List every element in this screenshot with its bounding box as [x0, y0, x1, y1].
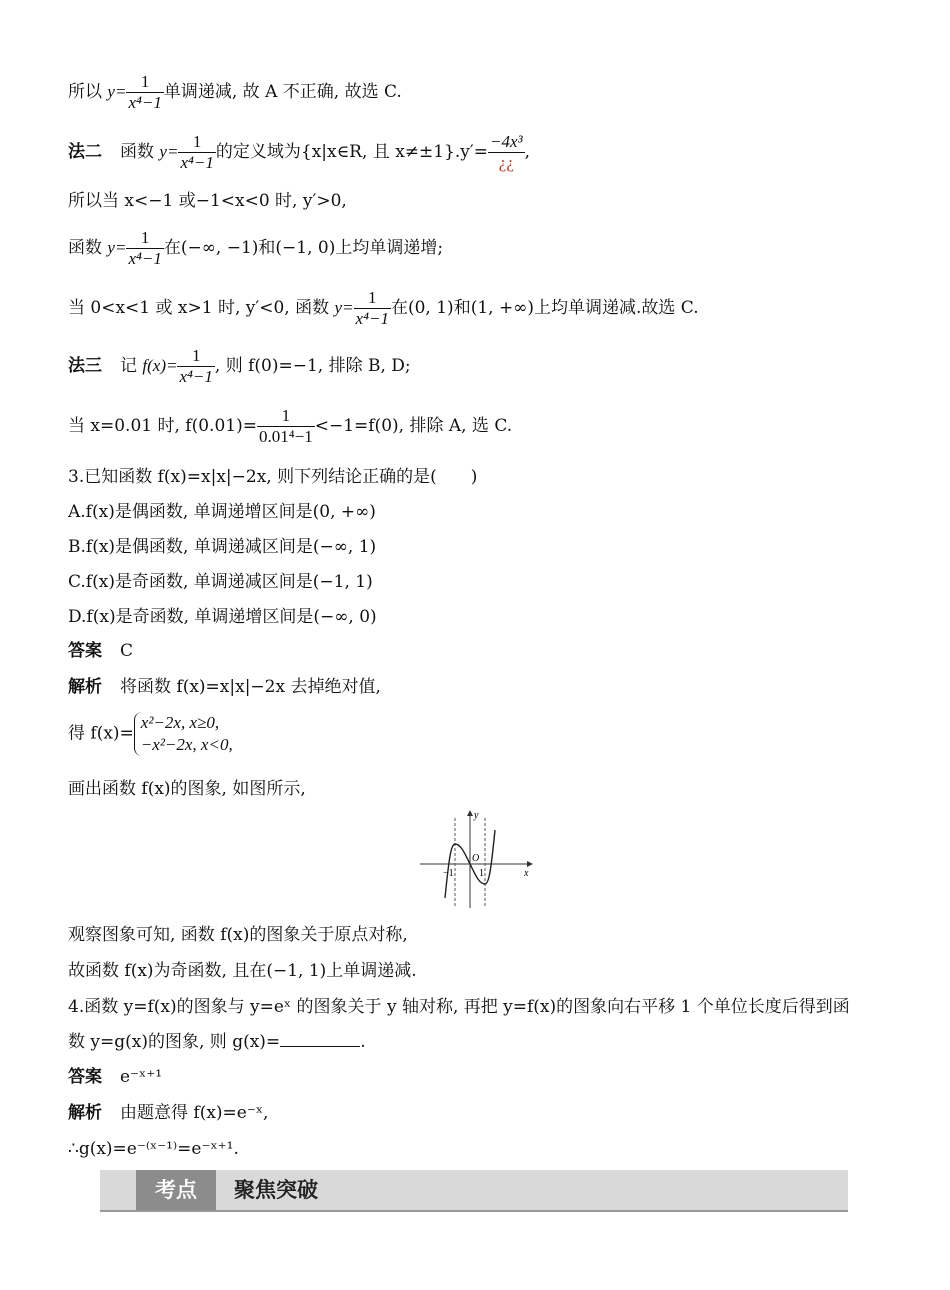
answer-value: C [120, 641, 134, 661]
frac-den: x⁴−1 [355, 309, 389, 328]
text: 当 0<x<1 或 x>1 时, y′<0, 函数 [68, 298, 335, 318]
text: 记 [120, 356, 143, 376]
fraction [177, 346, 214, 387]
option-c: C.f(x)是奇函数, 单调递减区间是(−1, 1) [68, 572, 373, 592]
math-y: y= [334, 298, 354, 317]
text: 当 x=0.01 时, f(0.01)= [68, 416, 257, 436]
analysis-tag: 解析 [68, 1103, 102, 1123]
answer-3 [68, 640, 133, 662]
observe-2: 故函数 f(x)为奇函数, 且在(−1, 1)上单调递减. [68, 961, 417, 981]
frac-den: x⁴−1 [179, 367, 213, 386]
option-b: B.f(x)是偶函数, 单调递减区间是(−∞, 1) [68, 537, 377, 557]
line-method3 [68, 346, 411, 387]
method-tag: 法二 [68, 142, 102, 162]
text: 将函数 f(x)=x|x|−2x 去掉绝对值, [120, 677, 381, 697]
banner-left: 考点 [136, 1170, 216, 1210]
math-y: y= [159, 142, 179, 161]
tick-pos1: 1 [479, 868, 484, 879]
answer-4 [68, 1066, 162, 1088]
section-banner [100, 1170, 848, 1212]
piecewise-line [68, 712, 233, 756]
frac-num: −4x³ [490, 132, 523, 151]
analysis-4b: ∴g(x)=e⁻⁽ˣ⁻¹⁾=e⁻ˣ⁺¹. [68, 1139, 239, 1159]
text: . [360, 1032, 366, 1052]
frac-den: 0.01⁴−1 [258, 427, 313, 446]
frac-num: 1 [354, 288, 391, 309]
origin-label: O [472, 853, 480, 864]
frac-num: 1 [178, 132, 215, 153]
text: , 则 f(0)=−1, 排除 B, D; [214, 356, 411, 376]
analysis-3 [68, 676, 381, 698]
fraction [126, 228, 163, 269]
math-y: y= [107, 238, 127, 257]
frac-num: 1 [126, 228, 163, 249]
frac-num: 1 [257, 406, 315, 427]
draw-line: 画出函数 f(x)的图象, 如图所示, [68, 779, 306, 799]
frac-den: x⁴−1 [180, 153, 214, 172]
text: 单调递减, 故 A 不正确, 故选 C. [163, 82, 402, 102]
y-label: y [474, 810, 479, 821]
x-arrow-icon [527, 861, 533, 867]
line-3: 所以当 x<−1 或−1<x<0 时, y′>0, [68, 191, 347, 211]
piece-1: x²−2x, x≥0, [140, 713, 220, 732]
frac-num: 1 [177, 346, 214, 367]
text: <−1=f(0), 排除 A, 选 C. [314, 416, 513, 436]
text: 函数 [120, 142, 160, 162]
tick-neg1: −1 [443, 868, 454, 879]
text: 所以 [68, 82, 108, 102]
y-arrow-icon [467, 810, 473, 816]
analysis-4 [68, 1102, 268, 1124]
question-4a: 4.函数 y=f(x)的图象与 y=eˣ 的图象关于 y 轴对称, 再把 y=f(x)的图象向右平移 1 个单位长度后得到函 [68, 997, 850, 1017]
answer-tag: 答案 [68, 641, 102, 661]
line-1 [68, 72, 402, 113]
frac-den: x⁴−1 [128, 249, 162, 268]
line-7 [68, 406, 512, 447]
fraction [354, 288, 391, 329]
math-y: y= [107, 82, 127, 101]
question-3: 3.已知函数 f(x)=x|x|−2x, 则下列结论正确的是( ) [68, 467, 478, 487]
banner-title: 聚焦突破 [234, 1178, 318, 1202]
function-graph [415, 808, 535, 912]
answer-tag: 答案 [68, 1067, 102, 1087]
frac-den: ¿¿ [498, 153, 514, 172]
answer-value: e⁻ˣ⁺¹ [120, 1067, 163, 1087]
frac-den: x⁴−1 [128, 93, 162, 112]
observe-1: 观察图象可知, 函数 f(x)的图象关于原点对称, [68, 925, 408, 945]
piecewise-brace [134, 712, 233, 756]
method-tag: 法三 [68, 356, 102, 376]
x-label: x [524, 868, 529, 879]
text: 数 y=g(x)的图象, 则 g(x)= [68, 1032, 281, 1052]
fraction [488, 132, 525, 173]
option-d: D.f(x)是奇函数, 单调递增区间是(−∞, 0) [68, 607, 377, 627]
line-4 [68, 228, 443, 269]
analysis-tag: 解析 [68, 677, 102, 697]
text: , [524, 142, 531, 162]
text: 函数 [68, 238, 108, 258]
text: 的定义域为{x|x∈R, 且 x≠±1}.y′= [215, 142, 489, 162]
question-4b [68, 1030, 366, 1053]
text: 在(−∞, −1)和(−1, 0)上均单调递增; [163, 238, 444, 258]
text: 由题意得 f(x)=e⁻ˣ, [120, 1103, 269, 1123]
fraction [126, 72, 163, 113]
option-a: A.f(x)是偶函数, 单调递增区间是(0, +∞) [68, 502, 376, 522]
frac-num: 1 [126, 72, 163, 93]
math-fx: f(x)= [142, 356, 178, 375]
fraction [257, 406, 315, 447]
text: 在(0, 1)和(1, +∞)上均单调递减.故选 C. [390, 298, 699, 318]
fraction [178, 132, 215, 173]
line-5 [68, 288, 699, 329]
answer-blank [280, 1030, 360, 1047]
text: 得 f(x)= [68, 723, 134, 744]
piece-2: −x²−2x, x<0, [140, 735, 233, 754]
line-method2 [68, 132, 530, 173]
